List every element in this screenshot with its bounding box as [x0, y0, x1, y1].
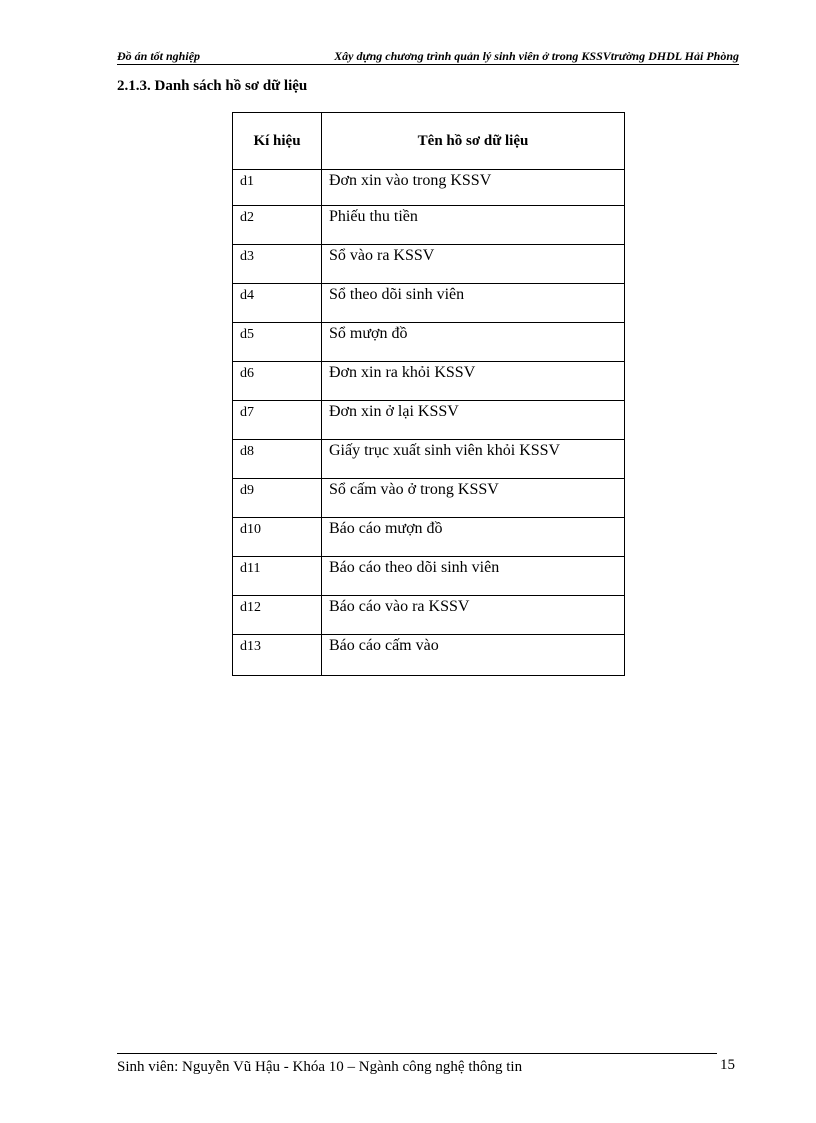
- cell-name: Sổ vào ra KSSV: [322, 245, 625, 284]
- cell-name: Sổ theo dõi sinh viên: [322, 284, 625, 323]
- cell-name: Đơn xin ở lại KSSV: [322, 401, 625, 440]
- cell-name: Báo cáo mượn đồ: [322, 518, 625, 557]
- table-row: [233, 518, 625, 557]
- cell-name: Giấy trục xuất sinh viên khỏi KSSV: [322, 440, 625, 479]
- cell-name: Phiếu thu tiền: [322, 206, 625, 245]
- header-right-text: Xây dựng chương trình quản lý sinh viên ở trong KSSVtrường DHDL Hải Phòng: [334, 49, 739, 63]
- cell-code: d2: [233, 206, 322, 245]
- column-header-name: Tên hồ sơ dữ liệu: [322, 113, 625, 170]
- table-row: [233, 323, 625, 362]
- table-row: [233, 245, 625, 284]
- table-row: [233, 206, 625, 245]
- cell-name: Báo cáo vào ra KSSV: [322, 596, 625, 635]
- section-title: 2.1.3. Danh sách hồ sơ dữ liệu: [117, 78, 308, 94]
- table-row: [233, 596, 625, 635]
- table-row: [233, 440, 625, 479]
- cell-code: d8: [233, 440, 322, 479]
- cell-code: d5: [233, 323, 322, 362]
- table-row: [233, 557, 625, 596]
- page-header: [117, 48, 739, 65]
- cell-code: d3: [233, 245, 322, 284]
- cell-code: d9: [233, 479, 322, 518]
- cell-name: Đơn xin ra khỏi KSSV: [322, 362, 625, 401]
- cell-code: d11: [233, 557, 322, 596]
- table-row: [233, 401, 625, 440]
- cell-name: Đơn xin vào trong KSSV: [322, 170, 625, 206]
- cell-code: d7: [233, 401, 322, 440]
- footer-text: Sinh viên: Nguyễn Vũ Hậu - Khóa 10 – Ngành công nghệ thông tin: [117, 1059, 523, 1075]
- cell-name: Sổ mượn đồ: [322, 323, 625, 362]
- table-row: [233, 284, 625, 323]
- data-records-table: [232, 112, 625, 676]
- column-header-code: Kí hiệu: [233, 113, 322, 170]
- cell-code: d13: [233, 635, 322, 676]
- cell-name: Báo cáo cấm vào: [322, 635, 625, 676]
- cell-code: d1: [233, 170, 322, 206]
- table-row: [233, 479, 625, 518]
- page-number: 15: [720, 1057, 735, 1073]
- cell-code: d6: [233, 362, 322, 401]
- cell-code: d4: [233, 284, 322, 323]
- cell-name: Báo cáo theo dõi sinh viên: [322, 557, 625, 596]
- table-row: [233, 362, 625, 401]
- header-left-text: Đồ án tốt nghiệp: [117, 49, 201, 63]
- table-row: [233, 635, 625, 676]
- table-header-row: [233, 113, 625, 170]
- cell-code: d12: [233, 596, 322, 635]
- footer-divider: [117, 1053, 717, 1054]
- cell-name: Sổ cấm vào ở trong KSSV: [322, 479, 625, 518]
- table-row: [233, 170, 625, 206]
- cell-code: d10: [233, 518, 322, 557]
